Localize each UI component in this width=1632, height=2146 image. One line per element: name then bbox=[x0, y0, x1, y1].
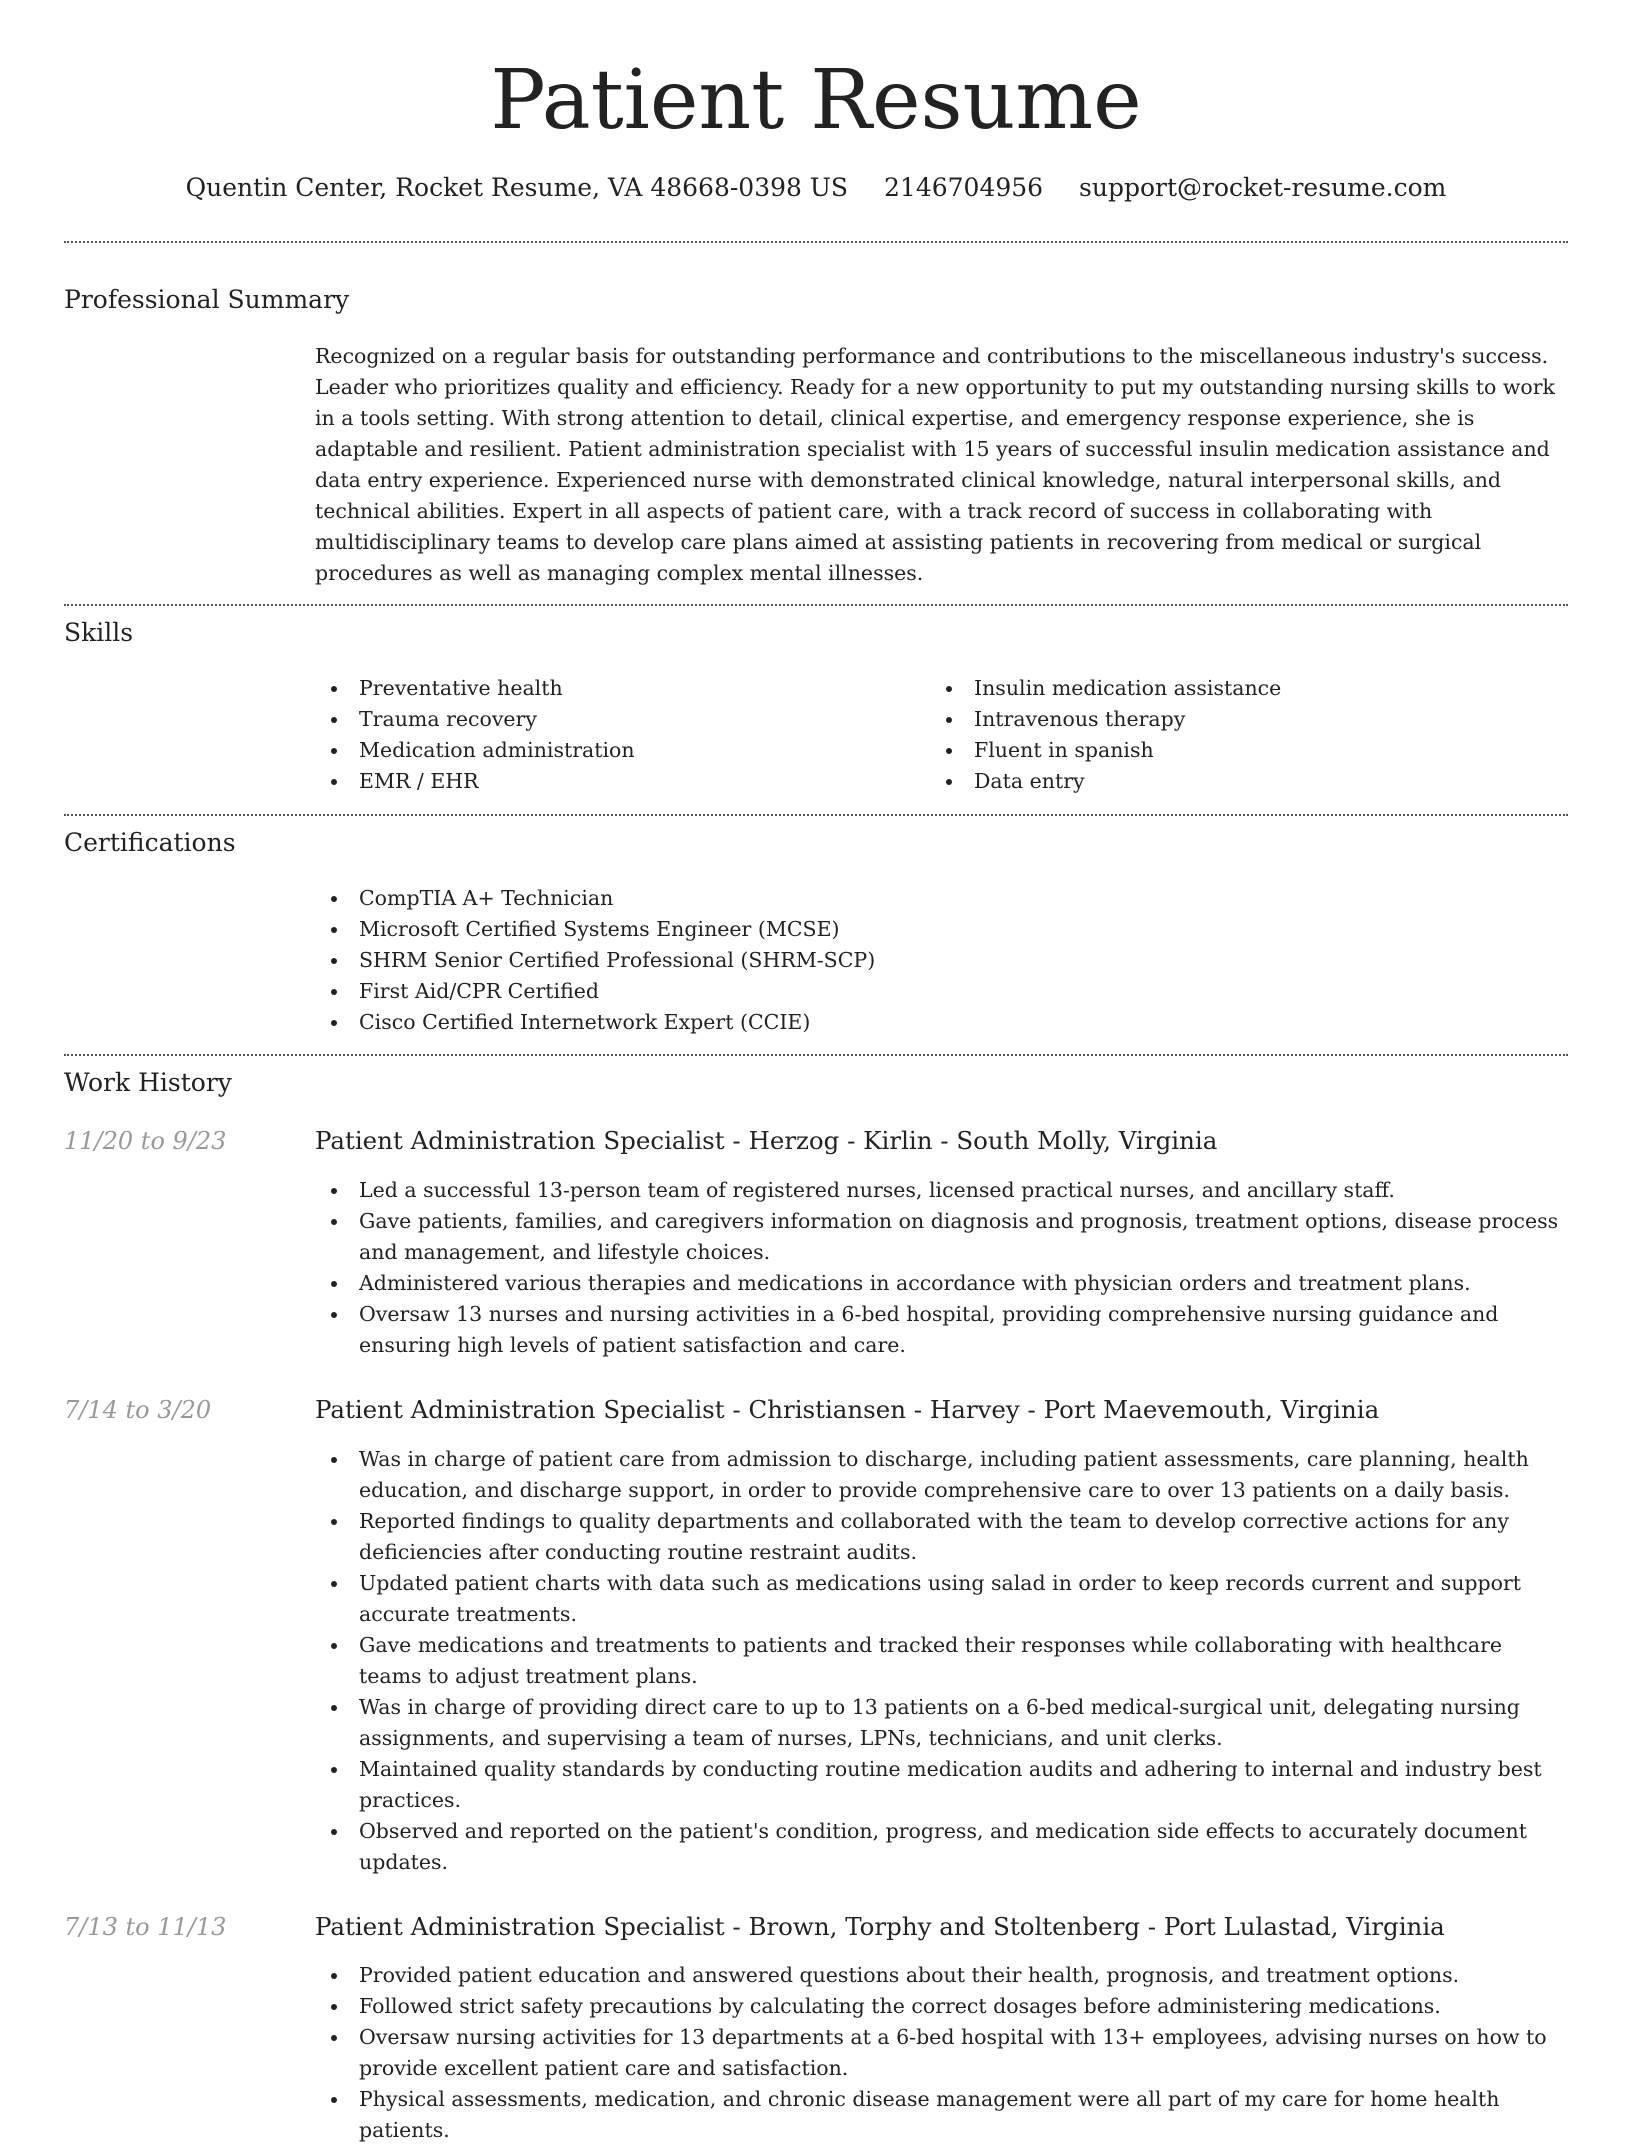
certification-item: Cisco Certified Internetwork Expert (CCIE) bbox=[315, 1007, 1568, 1038]
job-bullets bbox=[315, 1175, 1568, 1361]
job-bullets bbox=[315, 1960, 1568, 2146]
job-bullet: Updated patient charts with data such as medications using salad in order to keep records current and support accurate treatments. bbox=[315, 1568, 1568, 1630]
contact-line bbox=[64, 170, 1568, 206]
skills-list-left bbox=[315, 673, 915, 797]
job-bullet: Provided patient education and answered questions about their health, prognosis, and treatment options. bbox=[315, 1960, 1568, 1991]
job-bullet: Oversaw nursing activities for 13 departments at a 6-bed hospital with 13+ employees, advising nurses on how to provide excellent patient care and satisfaction. bbox=[315, 2022, 1568, 2084]
section-divider bbox=[64, 241, 1568, 243]
skill-item: Intravenous therapy bbox=[930, 704, 1530, 735]
job-bullets bbox=[315, 1444, 1568, 1878]
job-bullet: Administered various therapies and medications in accordance with physician orders and treatment plans. bbox=[315, 1268, 1568, 1299]
resume-page bbox=[64, 0, 1568, 2142]
job-bullet: Physical assessments, medication, and chronic disease management were all part of my care for home health patients. bbox=[315, 2084, 1568, 2146]
job-bullet: Gave medications and treatments to patients and tracked their responses while collaborating with healthcare teams to adjust treatment plans. bbox=[315, 1630, 1568, 1692]
section-divider bbox=[64, 814, 1568, 816]
certification-item: First Aid/CPR Certified bbox=[315, 976, 1568, 1007]
skill-item: Insulin medication assistance bbox=[930, 673, 1530, 704]
job-bullet: Maintained quality standards by conducting routine medication audits and adhering to internal and industry best practices. bbox=[315, 1754, 1568, 1816]
section-divider bbox=[64, 604, 1568, 606]
job-bullet: Followed strict safety precautions by calculating the correct dosages before administering medications. bbox=[315, 1991, 1568, 2022]
job-dates: 11/20 to 9/23 bbox=[64, 1127, 227, 1155]
certification-item: Microsoft Certified Systems Engineer (MCSE) bbox=[315, 914, 1568, 945]
skill-item: Preventative health bbox=[315, 673, 915, 704]
contact-address: Quentin Center, Rocket Resume, VA 48668-0398 US bbox=[185, 173, 849, 202]
summary-text: Recognized on a regular basis for outstanding performance and contributions to the miscellaneous industry's success. Leader who prioritizes quality and efficiency. Ready for a new opportunity to put my outstanding nursing skills to work in a tools setting. With strong attention to detail, clinical expertise, and emergency response experience, she is adaptable and resilient. Patient administration specialist with 15 years of successful insulin medication assistance and data entry experience. Experienced nurse with demonstrated clinical knowledge, natural interpersonal skills, and technical abilities. Expert in all aspects of patient care, with a track record of success in collaborating with multidisciplinary teams to develop care plans aimed at assisting patients in recovering from medical or surgical procedures as well as managing complex mental illnesses. bbox=[315, 344, 1555, 585]
job-bullet: Led a successful 13-person team of registered nurses, licensed practical nurses, and ancillary staff. bbox=[315, 1175, 1568, 1206]
job-bullet: Reported findings to quality departments and collaborated with the team to develop corrective actions for any deficiencies after conducting routine restraint audits. bbox=[315, 1506, 1568, 1568]
summary-heading: Professional Summary bbox=[64, 285, 350, 314]
job-bullet: Oversaw 13 nurses and nursing activities in a 6-bed hospital, providing comprehensive nursing guidance and ensuring high levels of patient satisfaction and care. bbox=[315, 1299, 1568, 1361]
job-heading: Patient Administration Specialist - Brown, Torphy and Stoltenberg - Port Lulastad, Virginia bbox=[315, 1912, 1445, 1941]
work-history-heading: Work History bbox=[64, 1068, 232, 1097]
certification-item: CompTIA A+ Technician bbox=[315, 883, 1568, 914]
certification-item: SHRM Senior Certified Professional (SHRM-SCP) bbox=[315, 945, 1568, 976]
contact-phone: 2146704956 bbox=[884, 173, 1044, 202]
skill-item: Fluent in spanish bbox=[930, 735, 1530, 766]
candidate-name: Patient Resume bbox=[490, 53, 1142, 148]
job-dates: 7/14 to 3/20 bbox=[64, 1396, 212, 1424]
skills-heading: Skills bbox=[64, 618, 134, 647]
certifications-list bbox=[315, 883, 1568, 1038]
job-dates: 7/13 to 11/13 bbox=[64, 1913, 227, 1941]
section-divider bbox=[64, 1054, 1568, 1056]
skill-item: Data entry bbox=[930, 766, 1530, 797]
job-bullet: Observed and reported on the patient's condition, progress, and medication side effects to accurately document updates. bbox=[315, 1816, 1568, 1878]
job-bullet: Gave patients, families, and caregivers information on diagnosis and prognosis, treatment options, disease process and management, and lifestyle choices. bbox=[315, 1206, 1568, 1268]
job-heading: Patient Administration Specialist - Christiansen - Harvey - Port Maevemouth, Virginia bbox=[315, 1395, 1380, 1424]
skill-item: Trauma recovery bbox=[315, 704, 915, 735]
skill-item: Medication administration bbox=[315, 735, 915, 766]
job-bullet: Was in charge of providing direct care to up to 13 patients on a 6-bed medical-surgical unit, delegating nursing assignments, and supervising a team of nurses, LPNs, technicians, and unit clerks. bbox=[315, 1692, 1568, 1754]
job-bullet: Was in charge of patient care from admission to discharge, including patient assessments, care planning, health education, and discharge support, in order to provide comprehensive care to over 13 patients on a daily basis. bbox=[315, 1444, 1568, 1506]
certifications-heading: Certifications bbox=[64, 828, 236, 857]
skills-list-right bbox=[930, 673, 1530, 797]
skill-item: EMR / EHR bbox=[315, 766, 915, 797]
job-heading: Patient Administration Specialist - Herzog - Kirlin - South Molly, Virginia bbox=[315, 1126, 1218, 1155]
contact-email: support@rocket-resume.com bbox=[1079, 173, 1447, 202]
